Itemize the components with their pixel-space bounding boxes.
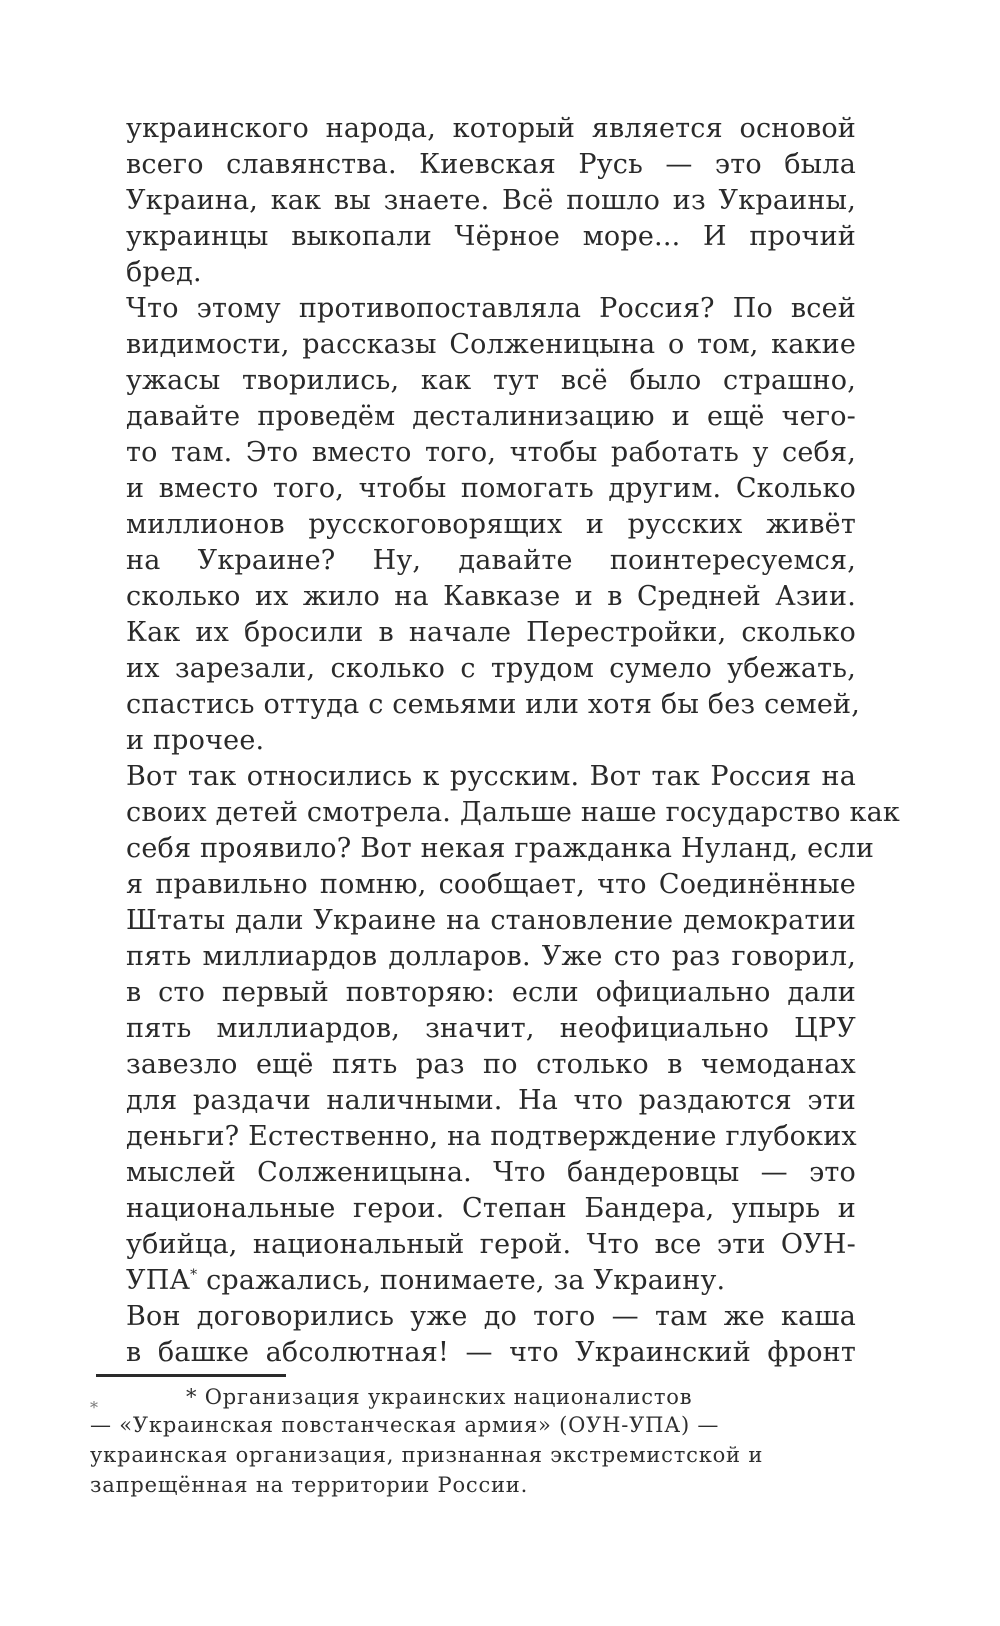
text-line: ужасы творились, как тут всё было страшно,: [126, 365, 856, 396]
footnote-line: * Организация украинских националистов: [186, 1385, 693, 1409]
text-line: я правильно помню, сообщает, что Соединённые: [126, 869, 856, 900]
text-line: видимости, рассказы Солженицына о том, какие: [126, 329, 856, 360]
text-line: Штаты дали Украине на становление демократии: [126, 905, 856, 936]
text-line: себя проявило? Вот некая гражданка Нуланд, если: [126, 833, 875, 864]
text-line: и вместо того, чтобы помогать другим. Сколько: [126, 473, 856, 504]
text-line: для раздачи наличными. На что раздаются эти: [126, 1085, 856, 1116]
text-line: завезло ещё пять раз по столько в чемоданах: [126, 1049, 856, 1080]
text-line: деньги? Естественно, на подтверждение глубоких: [126, 1121, 857, 1152]
footnote-line: — «Украинская повстанческая армия» (ОУН-УПА) —: [90, 1413, 720, 1437]
text-line: в сто первый повторяю: если официально дали: [126, 977, 856, 1008]
text-line: давайте проведём десталинизацию и ещё чего-: [126, 401, 856, 432]
text-line: и прочее.: [126, 725, 265, 756]
text-line: спастись оттуда с семьями или хотя бы без семей,: [126, 689, 860, 720]
text-line: украинцы выкопали Чёрное море... И прочий: [126, 221, 856, 252]
text-line: [126, 1263, 856, 1299]
text-line: бред.: [126, 257, 202, 288]
text-line: убийца, национальный герой. Что все эти ОУН-: [126, 1229, 856, 1260]
footnote-divider: [96, 1374, 286, 1377]
footnote-marker[interactable]: *: [190, 1267, 198, 1283]
text-line: украинского народа, который является основой: [126, 113, 856, 144]
text-line: своих детей смотрела. Дальше наше государство как: [126, 797, 900, 828]
text-line: Что этому противопоставляла Россия? По всей: [126, 293, 856, 324]
text-line: сколько их жило на Кавказе и в Средней Азии.: [126, 581, 856, 612]
text-line: пять миллиардов долларов. Уже сто раз говорил,: [126, 941, 856, 972]
text-line: Вон договорились уже до того — там же каша: [126, 1301, 856, 1332]
text-line: Как их бросили в начале Перестройки, сколько: [126, 617, 856, 648]
text-line: национальные герои. Степан Бандера, упырь и: [126, 1193, 856, 1224]
text-line: на Украине? Ну, давайте поинтересуемся,: [126, 545, 856, 576]
text-line: Украина, как вы знаете. Всё пошло из Украины,: [126, 185, 856, 216]
text-line: всего славянства. Киевская Русь — это была: [126, 149, 856, 180]
text-line: то там. Это вместо того, чтобы работать у себя,: [126, 437, 856, 468]
footnote-star-left: *: [90, 1398, 98, 1417]
footnote-ref-word: УПА: [126, 1265, 191, 1296]
text-line-rest: сражались, понимаете, за Украину.: [206, 1265, 726, 1296]
footnote-line: украинская организация, признанная экстремистской и: [90, 1443, 764, 1467]
text-line: миллионов русскоговорящих и русских живёт: [126, 509, 856, 540]
text-line: их зарезали, сколько с трудом сумело убежать,: [126, 653, 856, 684]
footnote-line: запрещённая на территории России.: [90, 1473, 529, 1497]
text-line: пять миллиардов, значит, неофициально ЦРУ: [126, 1013, 856, 1044]
text-line: мыслей Солженицына. Что бандеровцы — это: [126, 1157, 856, 1188]
text-line: в башке абсолютная! — что Украинский фронт: [126, 1337, 856, 1368]
text-line: Вот так относились к русским. Вот так Россия на: [126, 761, 856, 792]
